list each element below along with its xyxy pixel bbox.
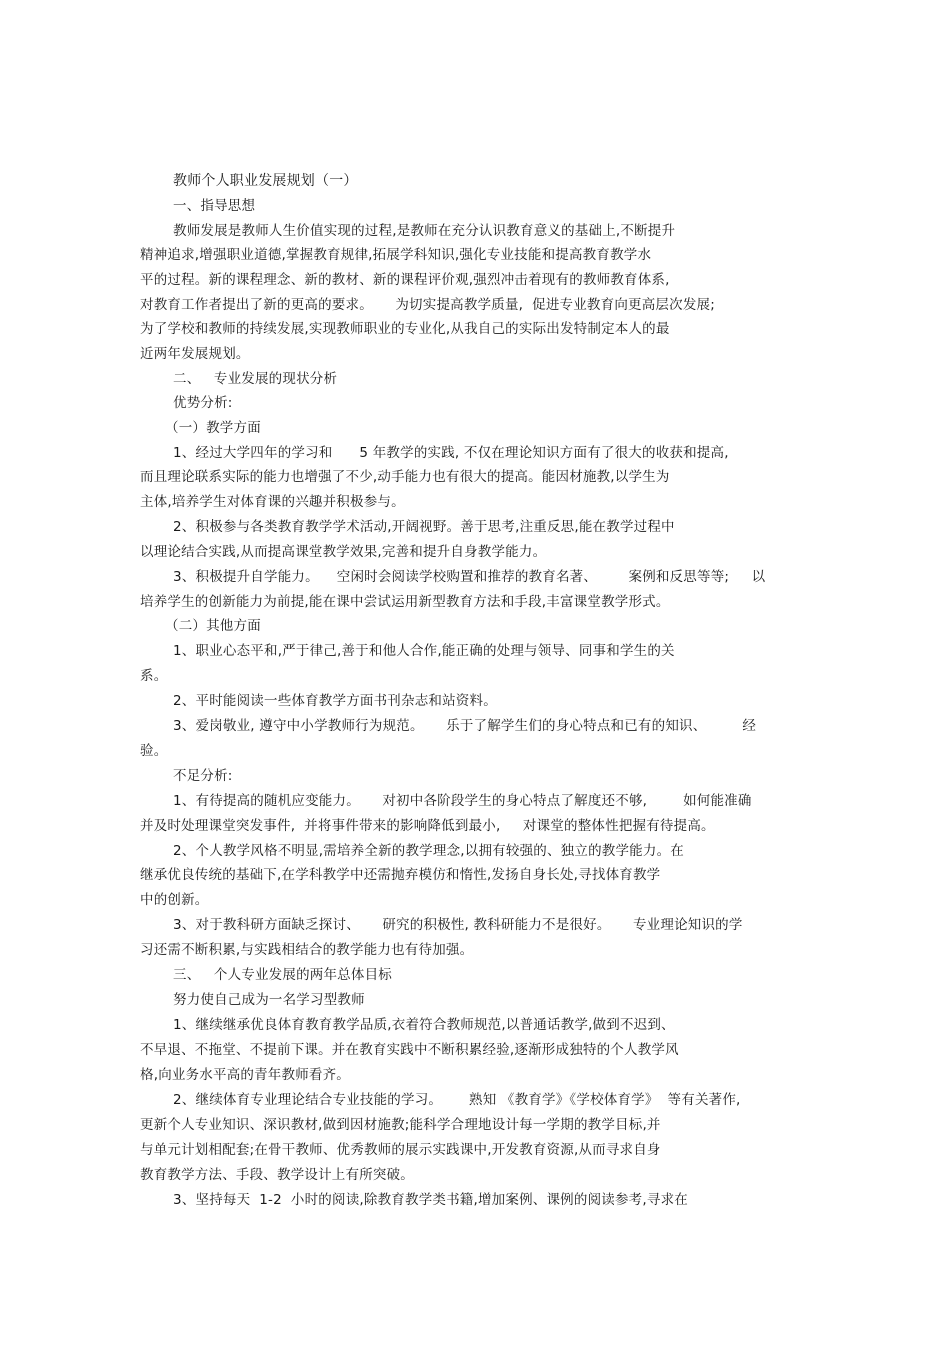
paragraph-line: 平的过程。新的课程理念、新的教材、新的课程评价观,强烈冲击着现有的教师教育体系, <box>140 272 670 288</box>
paragraph-line: 2、平时能阅读一些体育教学方面书刊杂志和站资料。 <box>173 693 497 709</box>
paragraph-line: 1、有待提高的随机应变能力。 对初中各阶段学生的身心特点了解度还不够, 如何能准确 <box>173 793 752 809</box>
paragraph-line: 1、继续继承优良体育教育教学品质,衣着符合教师规范,以普通话教学,做到不迟到、 <box>173 1017 675 1033</box>
paragraph-line: 1、职业心态平和,严于律己,善于和他人合作,能正确的处理与领导、同事和学生的关 <box>173 643 675 659</box>
paragraph-line: 为了学校和教师的持续发展,实现教师职业的专业化,从我自己的实际出发特制定本人的最 <box>140 321 670 337</box>
subheading-other: （二）其他方面 <box>165 618 261 634</box>
paragraph-line: 3、坚持每天 1-2 小时的阅读,除教育教学类书籍,增加案例、课例的阅读参考,寻求在 <box>173 1192 688 1208</box>
document-title: 教师个人职业发展规划（一） <box>173 173 358 189</box>
paragraph-line: 3、对于教科研方面缺乏探讨、 研究的积极性, 教科研能力不是很好。 专业理论知识的学 <box>173 917 743 933</box>
paragraph-line: 习还需不断积累,与实践相结合的教学能力也有待加强。 <box>140 942 474 958</box>
heading-guiding-thought: 一、指导思想 <box>173 198 256 214</box>
paragraph-line: 而且理论联系实际的能力也增强了不少,动手能力也有很大的提高。能因材施教,以学生为 <box>140 469 670 485</box>
paragraph-line: 精神追求,增强职业道德,掌握教育规律,拓展学科知识,强化专业技能和提高教育教学水 <box>140 247 652 263</box>
paragraph-line: 格,向业务水平高的青年教师看齐。 <box>140 1067 350 1083</box>
paragraph-line: 教育教学方法、手段、教学设计上有所突破。 <box>140 1167 414 1183</box>
paragraph-line: 对教育工作者提出了新的更高的要求。 为切实提高教学质量, 促进专业教育向更高层次发展; <box>140 297 715 313</box>
paragraph-line: 努力使自己成为一名学习型教师 <box>173 992 365 1008</box>
paragraph-line: 1、经过大学四年的学习和 5 年教学的实践, 不仅在理论知识方面有了很大的收获和提高, <box>173 445 729 461</box>
paragraph-line: 验。 <box>140 743 168 759</box>
paragraph-line: 2、积极参与各类教育教学学术活动,开阔视野。善于思考,注重反思,能在教学过程中 <box>173 519 675 535</box>
paragraph-line: 主体,培养学生对体育课的兴趣并积极参与。 <box>140 494 405 510</box>
paragraph-line: 培养学生的创新能力为前提,能在课中尝试运用新型教育方法和手段,丰富课堂教学形式。 <box>140 594 670 610</box>
paragraph-line: 中的创新。 <box>140 892 209 908</box>
paragraph-line: 3、爱岗敬业, 遵守中小学教师行为规范。 乐于了解学生们的身心特点和已有的知识、 经 <box>173 718 757 734</box>
paragraph-line: 系。 <box>140 668 168 684</box>
paragraph-line: 继承优良传统的基础下,在学科教学中还需抛弃模仿和惰性,发扬自身长处,寻找体育教学 <box>140 867 661 883</box>
paragraph-line: 不早退、不拖堂、不提前下课。并在教育实践中不断积累经验,逐渐形成独特的个人教学风 <box>140 1042 679 1058</box>
paragraph-line: 以理论结合实践,从而提高课堂教学效果,完善和提升自身教学能力。 <box>140 544 547 560</box>
paragraph-line: 与单元计划相配套;在骨干教师、优秀教师的展示实践课中,开发教育资源,从而寻求自身 <box>140 1142 661 1158</box>
subheading-teaching: （一）教学方面 <box>165 420 261 436</box>
paragraph-line: 3、积极提升自学能力。 空闲时会阅读学校购置和推荐的教育名著、 案例和反思等等; 以 <box>173 569 766 585</box>
subheading-strengths: 优势分析: <box>173 395 233 411</box>
paragraph-line: 教师发展是教师人生价值实现的过程,是教师在充分认识教育意义的基础上,不断提升 <box>173 223 676 239</box>
paragraph-line: 2、个人教学风格不明显,需培养全新的教学理念,以拥有较强的、独立的教学能力。在 <box>173 843 684 859</box>
paragraph-line: 并及时处理课堂突发事件, 并将事件带来的影响降低到最小, 对课堂的整体性把握有待提高。 <box>140 818 715 834</box>
paragraph-line: 近两年发展规划。 <box>140 346 250 362</box>
heading-current-analysis: 二、 专业发展的现状分析 <box>173 371 338 387</box>
heading-goals: 三、 个人专业发展的两年总体目标 <box>173 967 392 983</box>
subheading-weaknesses: 不足分析: <box>173 768 233 784</box>
paragraph-line: 更新个人专业知识、深识教材,做到因材施教;能科学合理地设计每一学期的教学目标,并 <box>140 1117 661 1133</box>
paragraph-line: 2、继续体育专业理论结合专业技能的学习。 熟知 《教育学》《学校体育学》 等有关著作, <box>173 1092 741 1108</box>
